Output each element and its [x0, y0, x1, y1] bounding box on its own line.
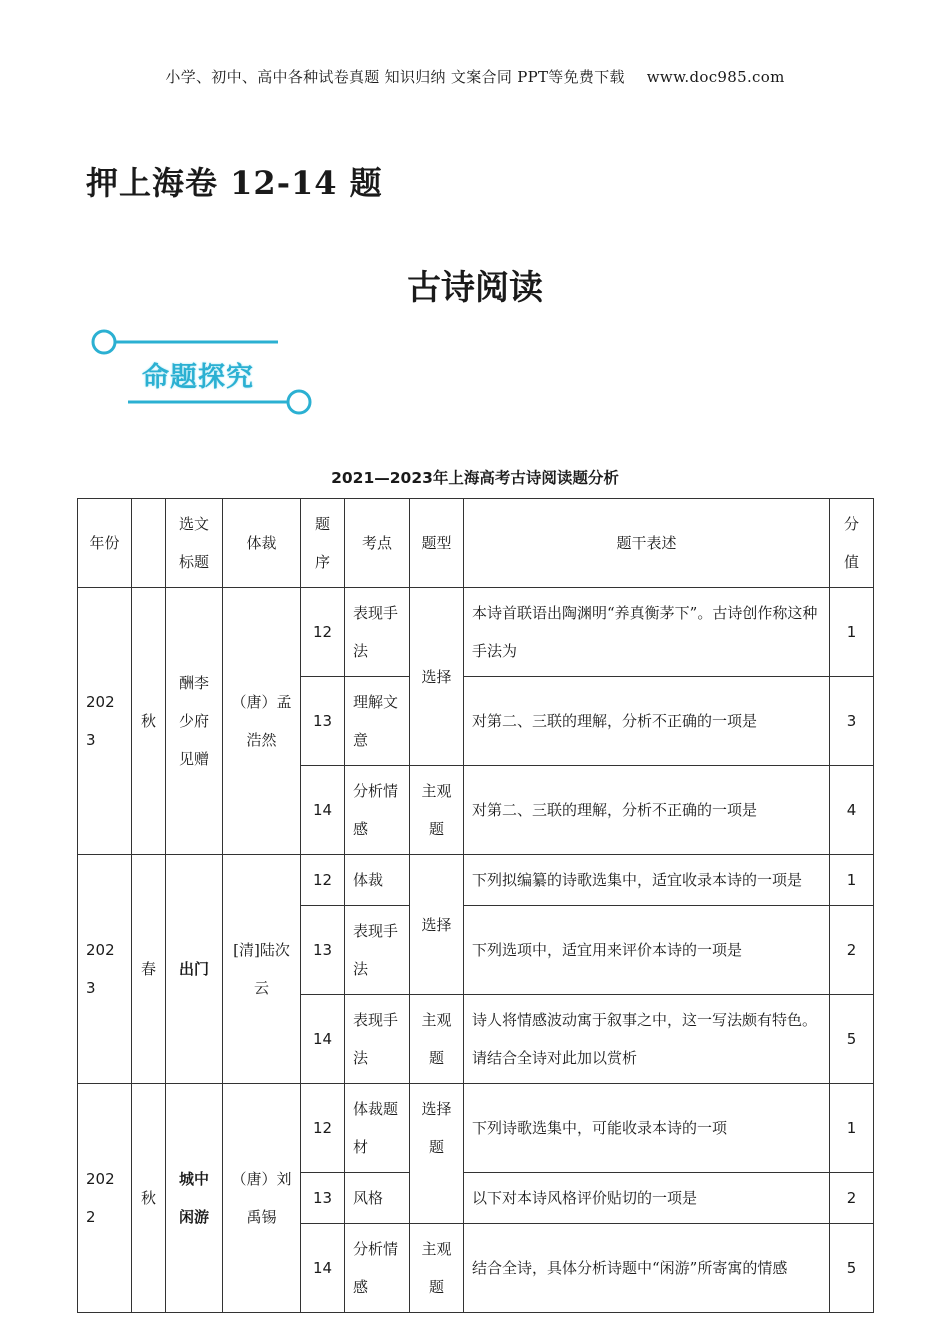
header-author: 体裁 [223, 499, 301, 588]
cell-score: 2 [830, 906, 874, 995]
cell-point: 表现手法 [345, 995, 410, 1084]
header-season [132, 499, 166, 588]
cell-stem: 下列拟编纂的诗歌选集中，适宜收录本诗的一项是 [464, 855, 830, 906]
header-score: 分值 [830, 499, 874, 588]
cell-score: 1 [830, 588, 874, 677]
cell-order: 13 [301, 1173, 345, 1224]
cell-score: 1 [830, 1084, 874, 1173]
cell-year: 2023 [78, 855, 132, 1084]
cell-type: 选择 [410, 855, 464, 995]
cell-type: 主观题 [410, 995, 464, 1084]
cell-type: 选择 [410, 588, 464, 766]
page-header [0, 66, 950, 87]
main-title-numbers: 12-14 [230, 164, 338, 202]
cell-point: 体裁题材 [345, 1084, 410, 1173]
table-row [78, 855, 874, 906]
cell-stem: 对第二、三联的理解，分析不正确的一项是 [464, 766, 830, 855]
cell-order: 12 [301, 855, 345, 906]
badge-label: 命题探究 [142, 362, 254, 393]
cell-stem: 诗人将情感波动寓于叙事之中，这一写法颇有特色。请结合全诗对此加以赏析 [464, 995, 830, 1084]
cell-stem: 以下对本诗风格评价贴切的一项是 [464, 1173, 830, 1224]
cell-order: 14 [301, 1224, 345, 1313]
cell-point: 表现手法 [345, 588, 410, 677]
cell-stem: 对第二、三联的理解，分析不正确的一项是 [464, 677, 830, 766]
header-text: 小学、初中、高中各种试卷真题 知识归纳 文案合同 PPT等免费下载 [165, 68, 625, 86]
cell-score: 4 [830, 766, 874, 855]
table-row [78, 1084, 874, 1173]
cell-point: 理解文意 [345, 677, 410, 766]
section-badge [90, 325, 320, 420]
cell-type: 主观题 [410, 1224, 464, 1313]
cell-order: 12 [301, 588, 345, 677]
cell-type: 选择题 [410, 1084, 464, 1224]
cell-point: 分析情感 [345, 1224, 410, 1313]
cell-score: 1 [830, 855, 874, 906]
cell-season: 秋 [132, 1084, 166, 1313]
header-type: 题型 [410, 499, 464, 588]
table-header-row [78, 499, 874, 588]
cell-stem: 下列诗歌选集中，可能收录本诗的一项 [464, 1084, 830, 1173]
main-title [86, 158, 383, 204]
cell-year: 2022 [78, 1084, 132, 1313]
cell-type: 主观题 [410, 766, 464, 855]
cell-score: 5 [830, 1224, 874, 1313]
cell-order: 14 [301, 995, 345, 1084]
header-stem: 题干表述 [464, 499, 830, 588]
cell-order: 12 [301, 1084, 345, 1173]
cell-text-title: 酬李少府见赠 [166, 588, 223, 855]
main-title-prefix: 押上海卷 [86, 164, 219, 202]
cell-order: 14 [301, 766, 345, 855]
cell-season: 秋 [132, 588, 166, 855]
cell-order: 13 [301, 677, 345, 766]
cell-year: 2023 [78, 588, 132, 855]
main-title-suffix: 题 [349, 164, 383, 202]
header-point: 考点 [345, 499, 410, 588]
cell-score: 3 [830, 677, 874, 766]
cell-author: （唐）孟浩然 [223, 588, 301, 855]
cell-point: 表现手法 [345, 906, 410, 995]
cell-score: 2 [830, 1173, 874, 1224]
cell-stem: 下列选项中，适宜用来评价本诗的一项是 [464, 906, 830, 995]
cell-author: （唐）刘禹锡 [223, 1084, 301, 1313]
table-row [78, 588, 874, 677]
cell-order: 13 [301, 906, 345, 995]
cell-stem: 结合全诗，具体分析诗题中“闲游”所寄寓的情感 [464, 1224, 830, 1313]
header-text-title: 选文标题 [166, 499, 223, 588]
cell-text-title: 出门 [166, 855, 223, 1084]
cell-score: 5 [830, 995, 874, 1084]
cell-stem: 本诗首联语出陶渊明“养真衡茅下”。古诗创作称这种手法为 [464, 588, 830, 677]
analysis-table [77, 498, 874, 1313]
cell-season: 春 [132, 855, 166, 1084]
header-order: 题序 [301, 499, 345, 588]
header-url[interactable]: www.doc985.com [646, 68, 785, 86]
cell-author: [清]陆次云 [223, 855, 301, 1084]
cell-point: 分析情感 [345, 766, 410, 855]
header-year: 年份 [78, 499, 132, 588]
section-title: 古诗阅读 [407, 268, 543, 308]
cell-text-title: 城中闲游 [166, 1084, 223, 1313]
table-caption: 2021—2023年上海高考古诗阅读题分析 [331, 469, 619, 487]
cell-point: 体裁 [345, 855, 410, 906]
cell-point: 风格 [345, 1173, 410, 1224]
